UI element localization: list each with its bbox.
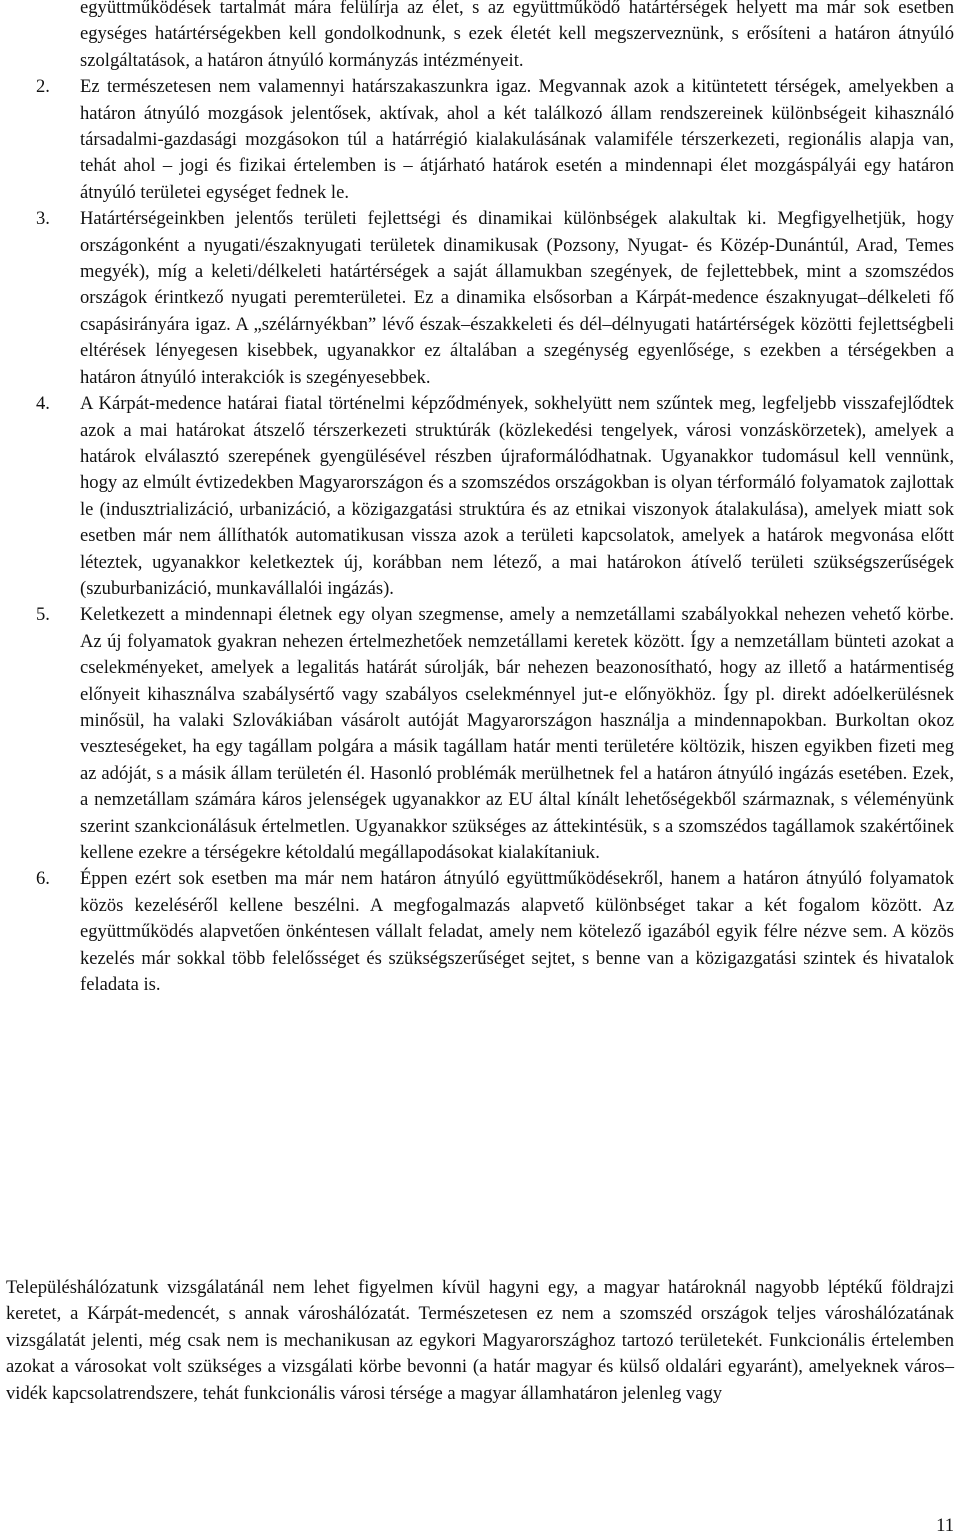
list-item-number: 3. bbox=[36, 208, 50, 230]
list-item-text: Határtérségeinkben jelentős területi fejlettségi és dinamikai különbségek alakultak ki. Megfigyelhetjük, hogy országonként a nyugati/északnyugati területek dinamikusak (Pozsony, Nyugat- és Közép-Dunántúl, Arad, Temes megyék), míg a keleti/délkeleti határtérségek a saját államukban szegények, de fejlettebbek, mint a szomszédos országok érintkező nyugati peremterületei. Ez a dinamika elsősorban a Kárpát-medence északnyugat–délkeleti fő csapásirányára igaz. A „szélárnyékban” lévő észak–északkeleti és dél–délnyugati határtérségek közötti fejlettségbeli eltérések lényegesen kisebbek, ugyanakkor ez általában a szegénység egyenlősége, s ezekben a térségekben a határon átnyúló interakciók is szegényesebbek. bbox=[80, 208, 954, 388]
list-item-text: Keletkezett a mindennapi életnek egy olyan szegmense, amely a nemzetállami szabályokkal nehezen vehető körbe. Az új folyamatok gyakran nehezen értelmezhetőek nemzetállami keretek között. Így a nemzetállam bünteti azokat a cselekményeket, amelyek a legalitás határát súrolják, bár nehezen beazonosítható, hogy az illető a határmentiség előnyeit kihasználva szabálysértő vagy szabályos cselekménnyel jut-e előnyökhöz. Így pl. direkt adóelkerülésnek minősül, ha valaki Szlovákiában vásárolt autóját Magyarországon használja a mindennapokban. Burkoltan okoz veszteségeket, ha egy tagállam polgára a másik tagállam határ menti területére költözik, hiszen egyikben fizeti meg az adóját, s a másik állam területén él. Hasonló problémák merülhetnek fel a határon átnyúló ingázás esetében. Ezek, a nemzetállam számára káros jelenségek ugyanakkor az EU által kínált lehetőségekből származnak, s véleményünk szerint szankcionálásuk értelmetlen. Ugyanakkor szükséges az áttekintésük, s a szomszédos tagállamok szakértőinek kellene ezekre a térségekre kétoldalú megállapodásokat kialakítaniuk. bbox=[80, 604, 954, 863]
list-item-continued bbox=[80, 0, 954, 74]
list-item-text: együttműködések tartalmát mára felülírja az élet, s az együttműködő határtérségek helyett ma már sok esetben egységes határtérségekben kell gondolkodnunk, s ezek életét kell megszerveznünk, s erősíteni a határon átnyúló szolgáltatások, a határon átnyúló kormányzás intézményeit. bbox=[80, 0, 954, 71]
list-item-number: 2. bbox=[36, 76, 50, 98]
page-number: 11 bbox=[936, 1515, 954, 1536]
list-item-text: A Kárpát-medence határai fiatal történelmi képződmények, sokhelyütt nem szűntek meg, legfeljebb visszafejlődtek azok a mai határokat átszelő térszerkezeti struktúrák (közlekedési tengelyek, városi vonzáskörzetek), amelyek a határok elválasztó szerepének gyengülésével részben újraformálódhatnak. Ugyanakkor tudomásul kell vennünk, hogy az elmúlt évtizedekben Magyarországon és a szomszédos országokban is olyan térformáló folyamatok zajlottak le (indusztrializáció, urbanizáció, a közigazgatási struktúra és az etnikai viszonyok átalakulása), amelyek miatt sok esetben már nem állíthatók automatikusan vissza azok a területi kapcsolatok, amelyek a határok megvonása előtt léteztek, ugyanakkor keletkeztek új, korábban nem létező, a mai határokon átívelő területi szükségszerűségek (szuburbanizáció, munkavállalói ingázás). bbox=[80, 393, 954, 599]
list-item-number: 5. bbox=[36, 604, 50, 626]
list-item-6 bbox=[36, 866, 954, 998]
list-item-number: 6. bbox=[36, 868, 50, 890]
list-item-2 bbox=[36, 74, 954, 206]
numbered-list bbox=[36, 0, 954, 998]
list-item-4 bbox=[36, 391, 954, 602]
list-item-number: 4. bbox=[36, 393, 50, 415]
body-paragraph: Településhálózatunk vizsgálatánál nem lehet figyelmen kívül hagyni egy, a magyar határoknál nagyobb léptékű földrajzi keretet, a Kárpát-medencét, s annak városhálózatát. Természetesen ez nem a szomszéd országok teljes városhálózatának vizsgálatát jelenti, még csak nem is mechanikusan az egykori Magyarországhoz tartozó területekét. Funkcionális értelemben azokat a városokat volt szükséges a vizsgálati körbe bevonni (a határ magyar és külső oldalári egyaránt), amelyeknek város–vidék kapcsolatrendszere, tehát funkcionális városi térsége a magyar államhatáron jelenleg vagy bbox=[6, 1277, 954, 1404]
list-item-3 bbox=[36, 206, 954, 391]
list-item-text: Éppen ezért sok esetben ma már nem határon átnyúló együttműködésekről, hanem a határon átnyúló folyamatok közös kezeléséről kellene beszélni. A megfogalmazás alapvető különbséget takar a két fogalom között. Az együttműködés alapvetően önkéntesen vállalt feladat, amely nem kötelező igazából egyik félre nézve sem. A közös kezelés már sokkal több felelősséget és szükségszerűséget sejtet, s benne van a közigazgatási szintek és hivatalok feladata is. bbox=[80, 868, 954, 996]
list-item-text: Ez természetesen nem valamennyi határszakaszunkra igaz. Megvannak azok a kitüntetett térségek, amelyekben a határon átnyúló mozgások jelentősek, aktívak, ahol a két találkozó állam rendszereinek különbségeit kihasználó társadalmi-gazdasági mozgásokon túl a határrégió kialakulásának valamiféle térszerkezeti, regionális alapja van, tehát ahol – jogi és fizikai értelemben is – átjárható határok esetén a mindennapi élet mozgáspályái egy határon átnyúló területei egységet fednek le. bbox=[80, 76, 954, 203]
list-item-5 bbox=[36, 602, 954, 866]
